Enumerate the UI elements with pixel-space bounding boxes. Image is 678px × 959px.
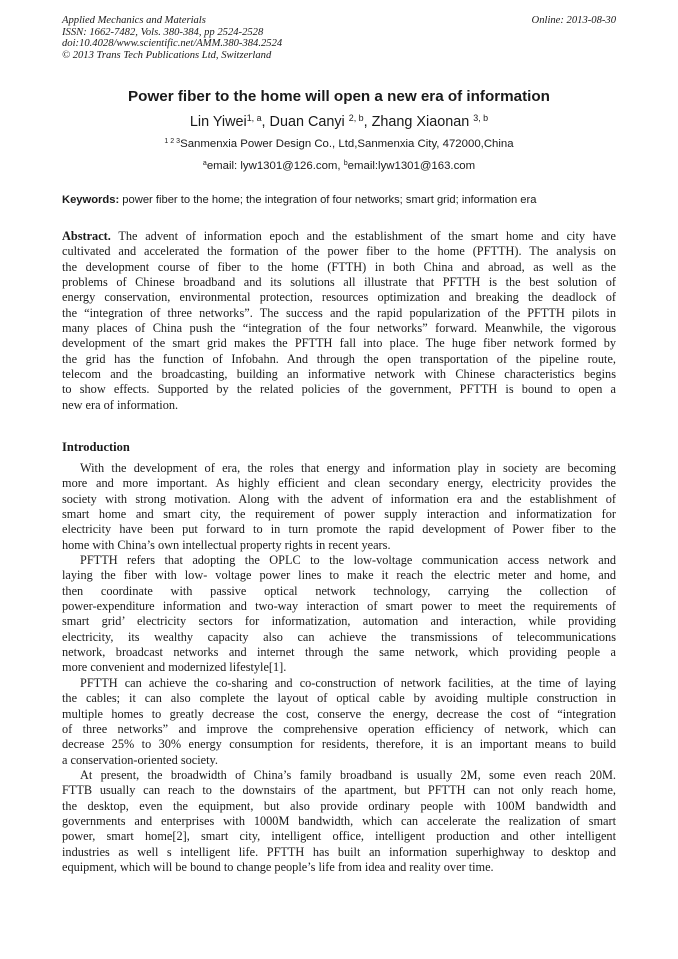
email-b: email:lyw1301@163.com bbox=[347, 160, 476, 172]
issn-line: ISSN: 1662-7482, Vols. 380-384, pp 2524-2528 bbox=[62, 26, 264, 38]
body-line: multiple homes to greatly decrease the cost, conserve the energy, decrease the cost of “integration bbox=[62, 706, 616, 721]
keywords-text: power fiber to the home; the integration of four networks; smart grid; information era bbox=[119, 194, 537, 206]
body-line: electricity, its wealthy capacity also can achieve the transmissions of telecommunications bbox=[62, 629, 616, 644]
body-line: power, smart home[2], smart city, intelligent office, intelligent production and other intelligent bbox=[62, 829, 616, 844]
doi-line: doi:10.4028/www.scientific.net/AMM.380-384.2524 bbox=[62, 38, 283, 49]
body-line: FTTB usually can reach to the downstairs of the apartment, but PFTTH can not only reach home, bbox=[62, 783, 616, 798]
author-affiliation-mark: 3, b bbox=[473, 113, 489, 124]
abstract-line: the “integration of three networks”. The success and the rapid popularization of the PFTTH pilots in bbox=[62, 305, 616, 320]
body-line: PFTTH can achieve the co-sharing and co-construction of network facilities, at the time of laying bbox=[80, 675, 616, 690]
keywords-label: Keywords: bbox=[62, 194, 120, 206]
body-line: smart home and smart city, the requirement of power supply interaction and informatization for bbox=[62, 507, 616, 522]
body-line: laying the fiber with low- voltage power lines to make it reach the electric meter and home, and bbox=[62, 568, 616, 583]
abstract-line: to show effects. Supported by the related policies of the government, PFTTH is bound to open a bbox=[62, 382, 616, 397]
abstract-line: new era of information. bbox=[62, 397, 179, 412]
body-line: the cables; it can also complete the layout of optical cable by avoiding multiple construction in bbox=[62, 691, 616, 706]
abstract-line: the development course of fiber to the home (FTTH) in both China and abroad, as well as the bbox=[62, 259, 616, 274]
body-line: equipment, which will be bound to change people’s life from idea and reality over time. bbox=[62, 859, 494, 874]
affiliation-mark: 1 2 3 bbox=[164, 138, 181, 146]
author-affiliation-mark: 2, b bbox=[348, 113, 364, 124]
body-line: decrease 25% to 30% energy consumption for residents, therefore, it is an important means to build bbox=[62, 737, 616, 752]
abstract-line-text: The advent of information epoch and the establishment of the smart home and city have bbox=[110, 229, 616, 243]
email-mark: a bbox=[202, 160, 207, 168]
email-a: email: lyw1301@126.com, bbox=[206, 160, 344, 172]
email-mark: b bbox=[343, 160, 348, 168]
body-line: At present, the broadwidth of China’s family broadband is usually 2M, some even reach 20M. bbox=[80, 767, 616, 782]
author-separator: , bbox=[261, 114, 270, 130]
body-line: the desktop, even the equipment, but also provide ordinary people with 100M bandwidth and bbox=[62, 798, 616, 813]
body-line: With the development of era, the roles that energy and information play in society are becoming bbox=[80, 461, 616, 475]
author-name: Zhang Xiaonan bbox=[371, 114, 474, 130]
abstract-line: energy conservation, environmental protection, resources optimization and breaking the deadlock of bbox=[62, 290, 616, 305]
author-affiliation-mark: 1, a bbox=[246, 113, 262, 124]
copyright-line: © 2013 Trans Tech Publications Ltd, Switzerland bbox=[62, 49, 272, 61]
body-line: governments and enterprises with 1000M bandwidth, which can accelerate the realization of smart bbox=[62, 813, 616, 828]
journal-header bbox=[62, 15, 422, 61]
body-line: then coordinate with passive optical network technology, carrying the collection of bbox=[62, 583, 616, 598]
abstract-line: telecom and the broadcasting, building an informative network with Chinese characteristics begins bbox=[62, 367, 616, 382]
body-line: home with China’s own intellectual property rights in recent years. bbox=[62, 537, 391, 552]
body-line: network, broadcast networks and internet through the same network, which providing people a bbox=[62, 645, 616, 660]
author-emails bbox=[62, 159, 616, 173]
abstract-line: the grid has the function of Infobahn. And through the open transportation of the pipeline route, bbox=[62, 351, 616, 366]
body-line: of three networks” and improve the comprehensive operation efficiency of network, which can bbox=[62, 721, 616, 736]
paper-title: Power fiber to the home will open a new era of information bbox=[128, 88, 550, 105]
abstract-line: many places of China push the “integration of the four networks” forward. Meanwhile, the vigorous bbox=[62, 321, 616, 336]
abstract bbox=[62, 229, 616, 413]
body-line: power-expenditure information and two-way interaction of smart power to meet the requirements of bbox=[62, 599, 616, 614]
author-separator: , bbox=[363, 114, 372, 130]
online-date: Online: 2013-08-30 bbox=[531, 15, 616, 26]
affiliation-text: Sanmenxia Power Design Co., Ltd,Sanmenxia City, 472000,China bbox=[180, 138, 514, 150]
keywords bbox=[62, 193, 616, 207]
abstract-label: Abstract. bbox=[62, 229, 111, 243]
introduction-body bbox=[62, 461, 616, 875]
body-line: more convenient and modernized lifestyle[1]. bbox=[62, 660, 287, 675]
body-line: a conservation-oriented society. bbox=[62, 752, 218, 767]
body-line: industries as well s intelligent life. PFTTH has built an information superhighway to desktop and bbox=[62, 844, 616, 859]
section-heading-introduction: Introduction bbox=[62, 440, 130, 454]
abstract-line: cultivated and accelerated the formation of the power fiber to the home (PFTTH). The analysis on bbox=[62, 244, 616, 259]
journal-name: Applied Mechanics and Materials bbox=[62, 15, 206, 26]
affiliation bbox=[62, 137, 616, 151]
abstract-line: problems of Chinese broadband and its solutions all illustrate that PFTTH is the best solution of bbox=[62, 275, 616, 290]
abstract-line bbox=[62, 229, 616, 244]
body-line: PFTTH refers that adopting the OPLC to the low-voltage communication access network and bbox=[80, 553, 616, 568]
abstract-line: development of the smart grid makes the PFTTH fall into place. The huge fiber network formed by bbox=[62, 336, 616, 351]
body-line: electricity have been put forward to in turn promote the rapid development of Power fiber to the bbox=[62, 522, 616, 537]
author-line bbox=[62, 112, 616, 132]
body-line: smart grid’ electricity sectors for informatization, automation and interaction, while providing bbox=[62, 614, 616, 629]
body-line: society with strong motivation. Along with the advent of information era and the establishment of bbox=[62, 491, 616, 506]
body-line: more and more important. As highly efficient and clean secondary energy, electricity provides the bbox=[62, 476, 616, 491]
author-name: Duan Canyi bbox=[269, 114, 349, 130]
author-name: Lin Yiwei bbox=[189, 114, 247, 130]
